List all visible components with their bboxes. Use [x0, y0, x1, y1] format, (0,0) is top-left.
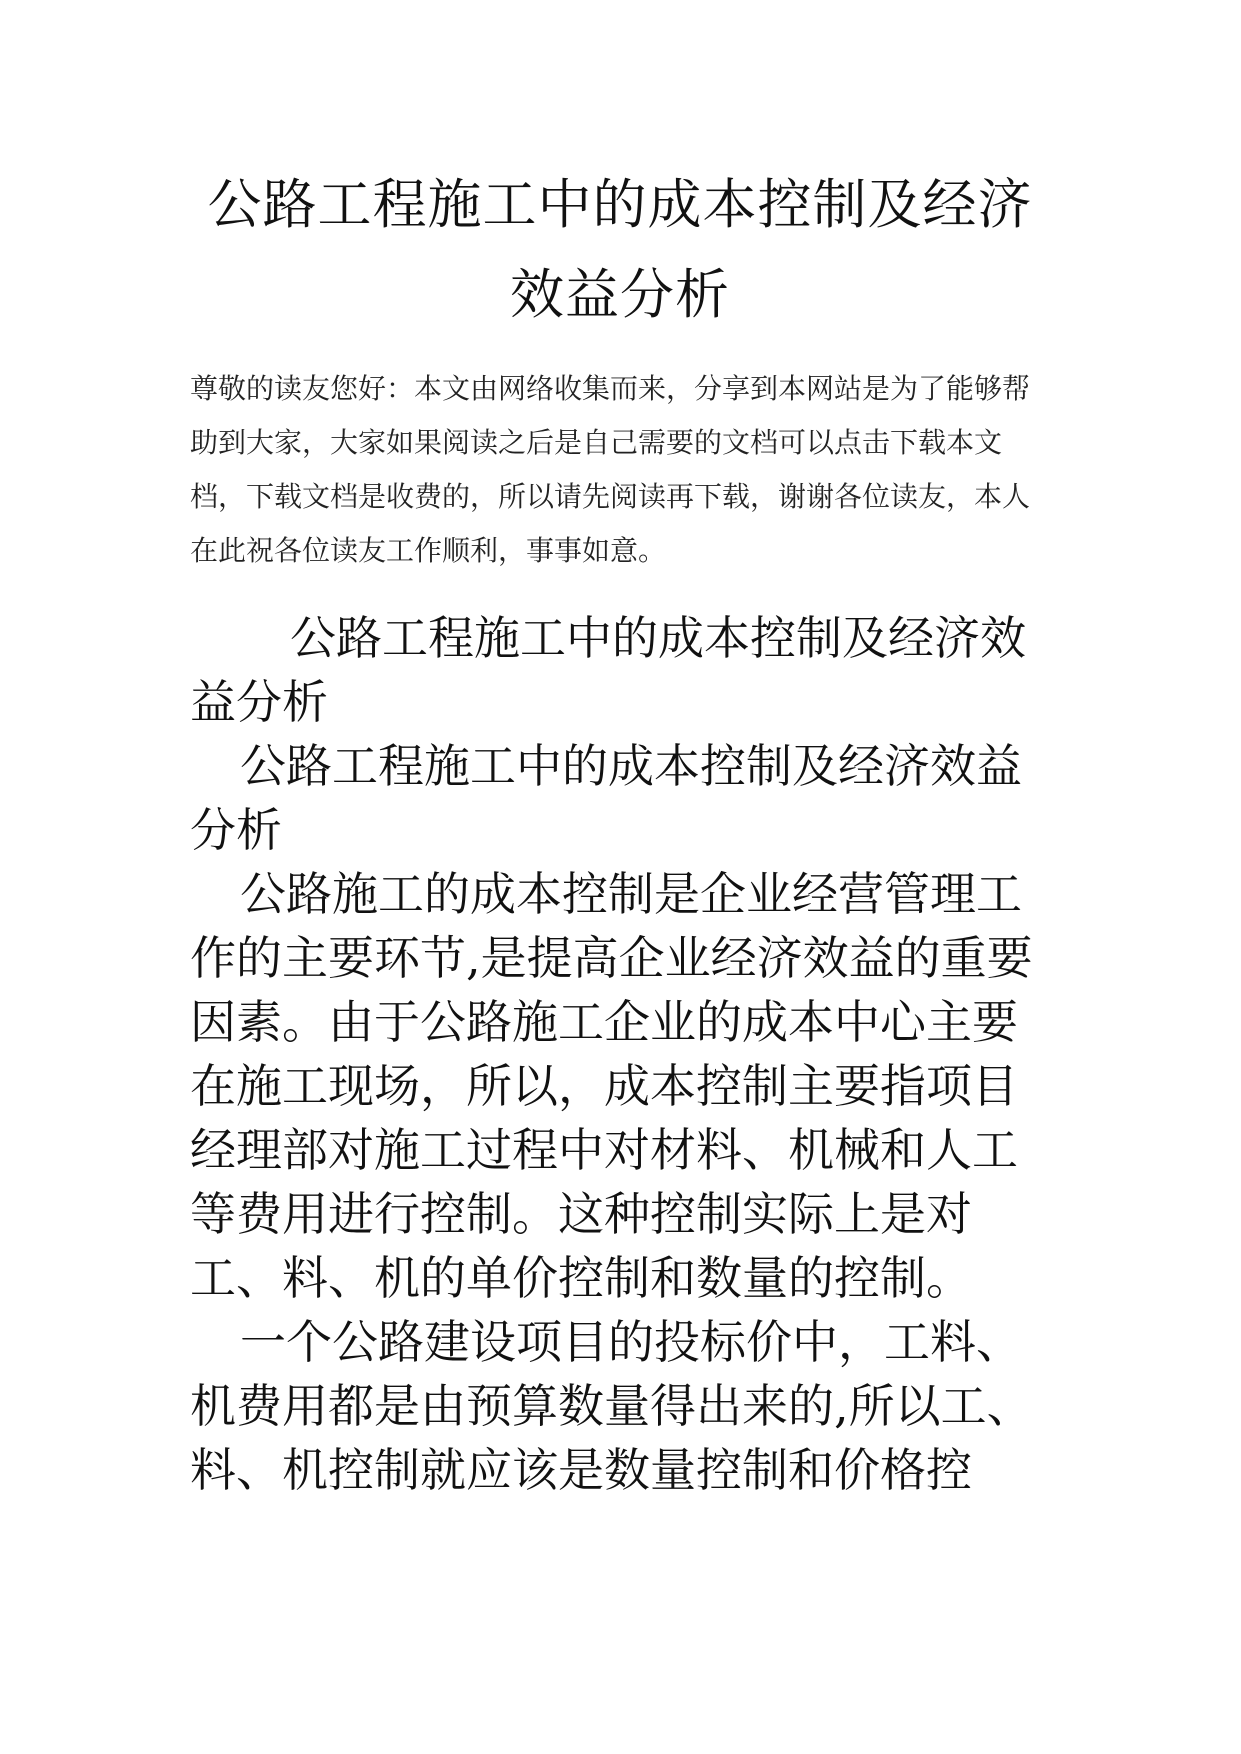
- body-paragraph: 公路施工的成本控制是企业经营管理工作的主要环节,是提高企业经济效益的重要因素。由于公路施工企业的成本中心主要在施工现场，所以，成本控制主要指项目经理部对施工过程中对材料、机械和人工等费用进行控制。这种控制实际上是对工、料、机的单价控制和数量的控制。: [190, 867, 1033, 1305]
- body-heading-1: 公路工程施工中的成本控制及经济效益分析: [190, 611, 1026, 729]
- article-body: [190, 606, 1060, 1502]
- title-line-1: 公路工程施工中的成本控制及经济: [207, 173, 1033, 236]
- reader-notice: 尊敬的读友您好：本文由网络收集而来，分享到本网站是为了能够帮助到大家，大家如果阅读之后是自己需要的文档可以点击下载本文档，下载文档是收费的，所以请先阅读再下载，谢谢各位读友，本人在此祝各位读友工作顺利，事事如意。: [190, 372, 1031, 567]
- document-title: [180, 160, 1060, 340]
- body-paragraph: 一个公路建设项目的投标价中，工料、机费用都是由预算数量得出来的,所以工、料、机控制就应该是数量控制和价格控: [190, 1315, 1033, 1497]
- body-heading-2: 公路工程施工中的成本控制及经济效益分析: [190, 739, 1022, 857]
- title-line-2: 效益分析: [510, 263, 730, 326]
